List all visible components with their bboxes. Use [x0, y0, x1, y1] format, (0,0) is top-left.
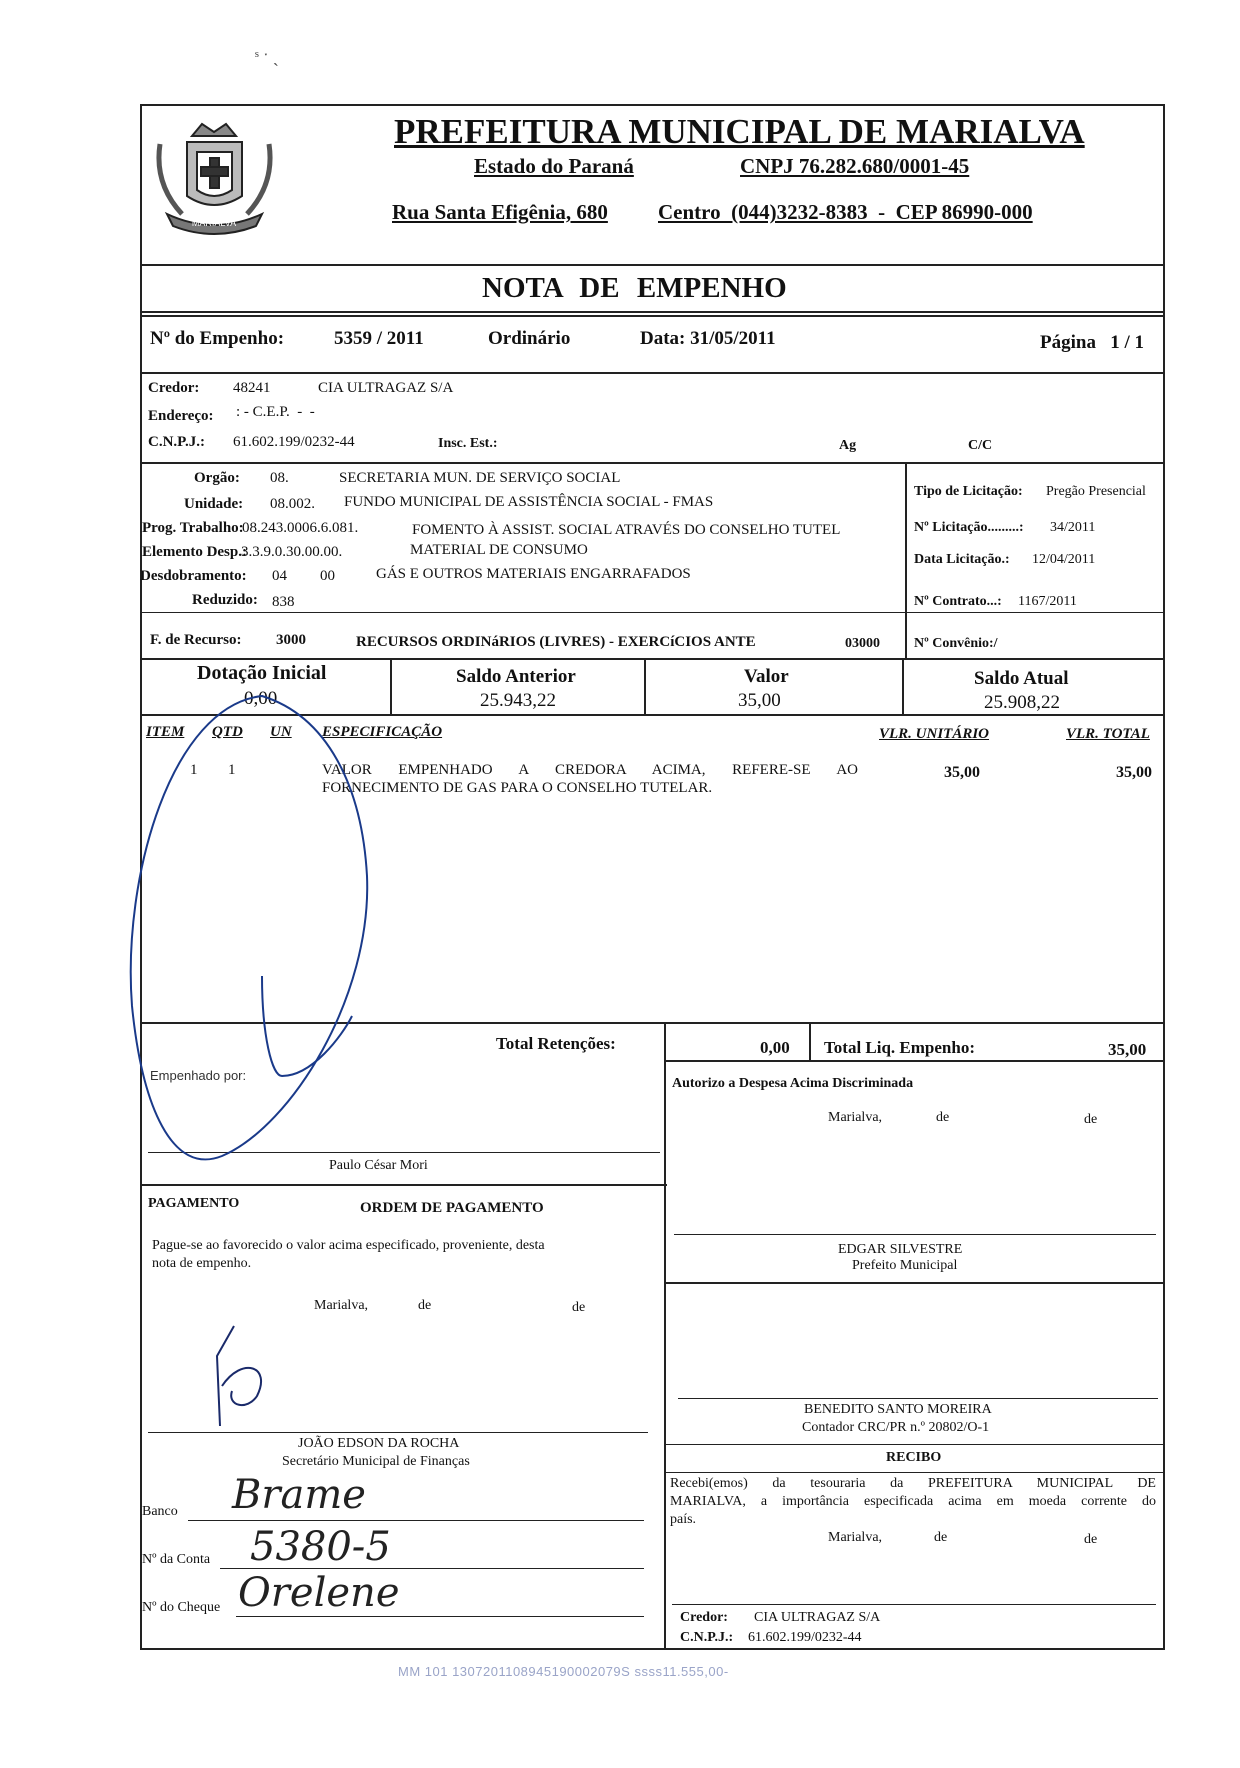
licitacao-number-label: Nº Licitação.........: — [914, 520, 1024, 535]
state-name: Estado do Paraná — [474, 154, 634, 178]
reduzido-label: Reduzido: — [192, 592, 258, 608]
saldo-atual-label: Saldo Atual — [974, 668, 1069, 689]
dotacao-value: 0,00 — [244, 688, 278, 709]
doc-title: NOTA DE EMPENHO — [482, 272, 787, 304]
pagamento-text-line2: nota de empenho. — [152, 1256, 252, 1271]
address-label: Endereço: — [148, 408, 214, 424]
elemento-code: 3.3.9.0.30.00.00. — [241, 544, 343, 560]
empenho-date: Data: 31/05/2011 — [640, 328, 776, 349]
row-spec-line2: FORNECIMENTO DE GAS PARA O CONSELHO TUTELAR. — [322, 780, 713, 796]
liquido-value: 35,00 — [1108, 1040, 1147, 1059]
recibo-line3: país. — [670, 1512, 697, 1527]
address-value: : - C.E.P. - - — [236, 404, 315, 420]
valor-label: Valor — [744, 666, 789, 687]
desdobramento-code2: 00 — [320, 568, 335, 584]
tipo-licitacao-value: Pregão Presencial — [1046, 484, 1146, 499]
page-number: Página 1 / 1 — [1040, 332, 1144, 353]
col-total-header: VLR. TOTAL — [1066, 726, 1150, 742]
prefeito-title: Prefeito Municipal — [852, 1258, 958, 1273]
licitacao-number-value: 34/2011 — [1050, 520, 1096, 535]
orgao-label: Orgão: — [194, 470, 240, 486]
orgao-name: SECRETARIA MUN. DE SERVIÇO SOCIAL — [339, 470, 621, 486]
convenio-label: Nº Convênio:/ — [914, 636, 998, 651]
agency-label: Ag — [839, 438, 857, 453]
recibo-line2: MARIALVA, a importância especificada acima em moeda corrente do — [670, 1494, 1156, 1509]
row-total-value: 35,00 — [1116, 764, 1152, 781]
row-item: 1 — [190, 762, 198, 778]
recurso-name: RECURSOS ORDINáRIOS (LIVRES) - EXERCíCIOS ANTE — [356, 634, 756, 650]
scan-mark: ˢ ˑ ˎ — [255, 46, 279, 66]
recibo-cnpj-value: 61.602.199/0232-44 — [748, 1630, 862, 1645]
empenho-number: 5359 / 2011 — [334, 328, 424, 349]
reduzido-value: 838 — [272, 594, 295, 610]
desdobramento-label: Desdobramento: — [140, 568, 247, 584]
empenho-number-label: Nº do Empenho: — [150, 328, 285, 349]
empenho-type: Ordinário — [488, 328, 571, 349]
desdobramento-name: GÁS E OUTROS MATERIAIS ENGARRAFADOS — [376, 566, 691, 582]
footer-code: MM 101 1307201108945190002079S ssss11.555,00- — [398, 1664, 729, 1679]
conta-value[interactable]: 5380-5 — [250, 1524, 391, 1570]
elemento-label: Elemento Desp.: — [142, 544, 247, 560]
pagamento-city: Marialva, — [314, 1298, 369, 1313]
unidade-label: Unidade: — [184, 496, 244, 512]
municipality-contact: Centro (044)3232-8383 - CEP 86990-000 — [658, 200, 1033, 224]
autorizo-city: Marialva, — [828, 1110, 883, 1125]
pagamento-de1: de — [418, 1298, 432, 1313]
recibo-credor-label: Credor: — [680, 1610, 728, 1625]
recibo-de1: de — [934, 1530, 948, 1545]
licitacao-date-label: Data Licitação.: — [914, 552, 1010, 567]
contador-name: BENEDITO SANTO MOREIRA — [804, 1402, 992, 1417]
prog-trabalho-label: Prog. Trabalho: — [142, 520, 244, 536]
empenho-form — [140, 104, 1165, 1650]
row-spec-line1: VALOR EMPENHADO A CREDORA ACIMA, REFERE-SE AO — [322, 762, 858, 778]
elemento-name: MATERIAL DE CONSUMO — [410, 542, 588, 558]
licitacao-date-value: 12/04/2011 — [1032, 552, 1096, 567]
orgao-code: 08. — [270, 470, 289, 486]
handwritten-loop-signature — [112, 676, 432, 1236]
recibo-cnpj-label: C.N.P.J.: — [680, 1630, 734, 1645]
cheque-label: Nº do Cheque — [142, 1600, 221, 1615]
recibo-city: Marialva, — [828, 1530, 883, 1545]
account-label: C/C — [968, 438, 993, 453]
secretario-name: JOÃO EDSON DA ROCHA — [298, 1436, 460, 1451]
pagamento-de2: de — [572, 1300, 586, 1315]
unidade-name: FUNDO MUNICIPAL DE ASSISTÊNCIA SOCIAL - FMAS — [344, 494, 714, 510]
retencoes-value: 0,00 — [760, 1038, 790, 1057]
insc-est-label: Insc. Est.: — [438, 436, 498, 451]
col-qtd-header: QTD — [212, 724, 243, 740]
credor-label: Credor: — [148, 380, 200, 396]
recibo-de2: de — [1084, 1532, 1098, 1547]
empenhado-label: Empenhado por: — [150, 1068, 247, 1083]
cnpj-label: C.N.P.J.: — [148, 434, 205, 450]
dotacao-label: Dotação Inicial — [197, 662, 327, 684]
svg-text:MARIALVA: MARIALVA — [191, 218, 237, 228]
prog-trabalho-code: 08.243.0006.6.081. — [242, 520, 359, 536]
row-unit-value: 35,00 — [944, 764, 980, 781]
saldo-anterior-label: Saldo Anterior — [456, 666, 576, 687]
recurso-label: F. de Recurso: — [150, 632, 242, 648]
ordem-pagamento-label: ORDEM DE PAGAMENTO — [360, 1200, 544, 1216]
col-unit-header: VLR. UNITÁRIO — [879, 726, 990, 742]
desdobramento-code1: 04 — [272, 568, 287, 584]
retencoes-label: Total Retenções: — [496, 1034, 616, 1053]
banco-value[interactable]: Brame — [232, 1472, 366, 1518]
conta-label: Nº da Conta — [142, 1552, 211, 1567]
liquido-label: Total Liq. Empenho: — [824, 1038, 975, 1057]
handwritten-initials-signature — [202, 1316, 292, 1436]
municipality-title: PREFEITURA MUNICIPAL DE MARIALVA — [394, 112, 1085, 151]
cnpj-value: 61.602.199/0232-44 — [233, 434, 355, 450]
prefeito-name: EDGAR SILVESTRE — [838, 1242, 963, 1257]
tipo-licitacao-label: Tipo de Licitação: — [914, 484, 1023, 499]
recurso-code: 3000 — [276, 632, 306, 648]
contrato-value: 1167/2011 — [1018, 594, 1077, 609]
saldo-atual-value: 25.908,22 — [984, 692, 1060, 713]
empenhado-name: Paulo César Mori — [329, 1158, 428, 1173]
contrato-label: Nº Contrato...: — [914, 594, 1002, 609]
cheque-value[interactable]: Orelene — [238, 1570, 400, 1616]
unidade-code: 08.002. — [270, 496, 315, 512]
col-item-header: ITEM — [146, 724, 185, 740]
secretario-title: Secretário Municipal de Finanças — [282, 1454, 470, 1469]
credor-name: CIA ULTRAGAZ S/A — [318, 380, 454, 396]
banco-label: Banco — [142, 1504, 178, 1519]
recibo-line1: Recebi(emos) da tesouraria da PREFEITURA MUNICIPAL DE — [670, 1476, 1156, 1491]
col-un-header: UN — [270, 724, 292, 740]
row-qtd: 1 — [228, 762, 236, 778]
municipality-cnpj: CNPJ 76.282.680/0001-45 — [740, 154, 970, 178]
autorizo-label: Autorizo a Despesa Acima Discriminada — [672, 1076, 914, 1091]
pagamento-text-line1: Pague-se ao favorecido o valor acima especificado, proveniente, desta — [152, 1238, 545, 1253]
recurso-code2: 03000 — [845, 636, 880, 651]
recibo-title: RECIBO — [886, 1450, 942, 1465]
col-spec-header: ESPECIFICAÇÃO — [322, 724, 443, 740]
prog-trabalho-name: FOMENTO À ASSIST. SOCIAL ATRAVÉS DO CONSELHO TUTEL — [412, 522, 841, 538]
credor-code: 48241 — [233, 380, 271, 396]
municipality-address: Rua Santa Efigênia, 680 — [392, 200, 608, 224]
valor-value: 35,00 — [738, 690, 781, 711]
saldo-anterior-value: 25.943,22 — [480, 690, 556, 711]
contador-title: Contador CRC/PR n.º 20802/O-1 — [802, 1420, 990, 1435]
recibo-credor-value: CIA ULTRAGAZ S/A — [754, 1610, 881, 1625]
municipal-coat-of-arms-icon — [152, 114, 277, 239]
autorizo-de1: de — [936, 1110, 950, 1125]
autorizo-de2: de — [1084, 1112, 1098, 1127]
pagamento-label: PAGAMENTO — [148, 1196, 240, 1211]
